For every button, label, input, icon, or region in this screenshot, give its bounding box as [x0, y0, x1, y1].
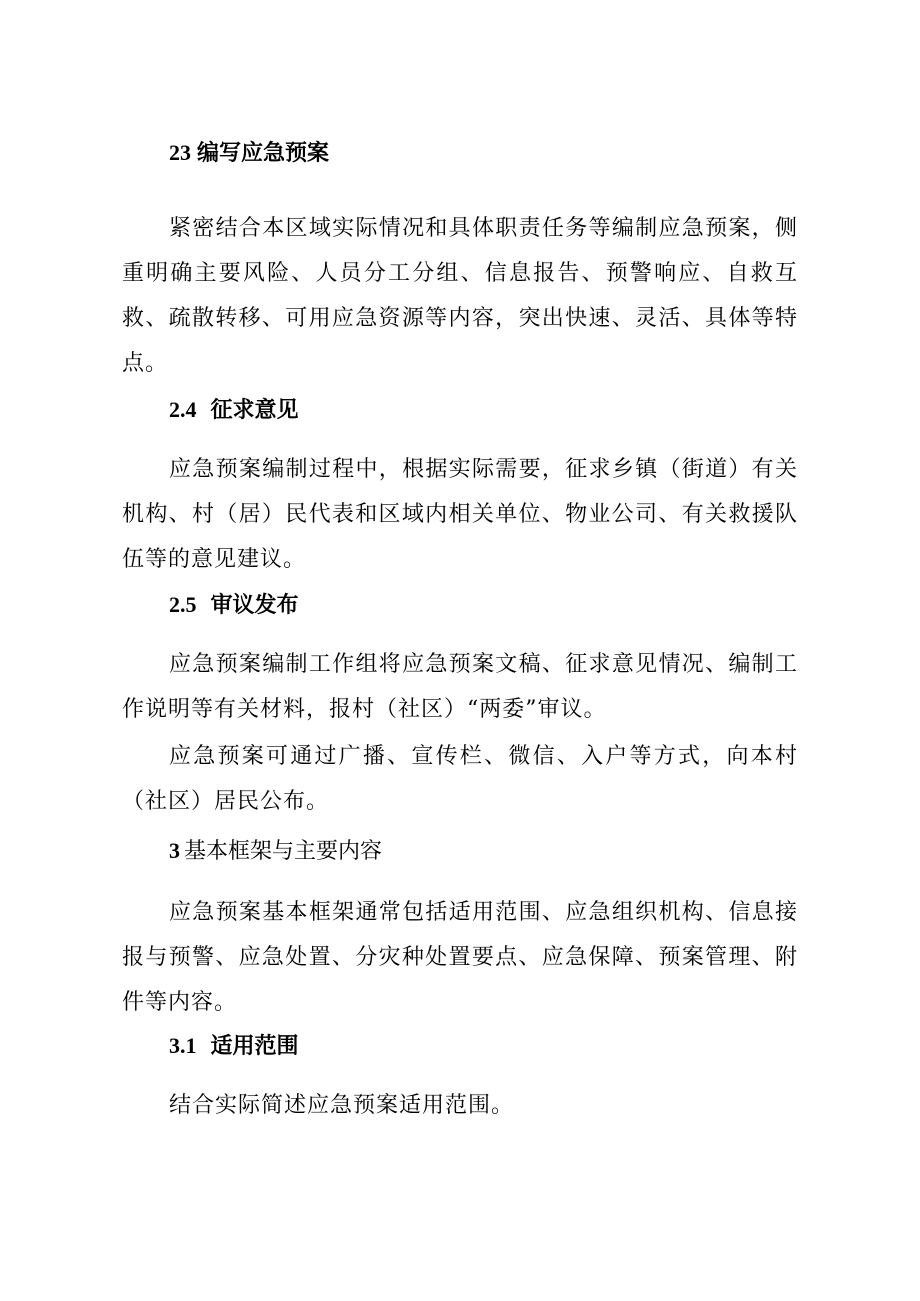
heading-number: 3 — [169, 838, 180, 863]
section-heading-3-1 — [122, 1031, 845, 1061]
paragraph: 应急预案编制工作组将应急预案文稿、征求意见情况、编制工作说明等有关材料，报村（社区）“两委”审议。 — [122, 652, 798, 722]
section-heading-2-4 — [122, 395, 845, 425]
heading-title: 审议发布 — [210, 592, 299, 618]
heading-title: 征求意见 — [210, 397, 299, 423]
heading-number: 3.1 — [169, 1033, 197, 1058]
section-heading-2-5 — [122, 590, 845, 620]
paragraph: 应急预案可通过广播、宣传栏、微信、入户等方式，向本村（社区）居民公布。 — [122, 744, 798, 814]
heading-title: 基本框架与主要内容 — [184, 839, 383, 864]
heading-number: 2.5 — [169, 592, 197, 617]
paragraph: 紧密结合本区域实际情况和具体职责任务等编制应急预案，侧重明确主要风险、人员分工分组、信息报告、预警响应、自救互救、疏散转移、可用应急资源等内容，突出快速、灵活、具体等特点。 — [122, 216, 798, 376]
paragraph: 结合实际简述应急预案适用范围。 — [169, 1093, 515, 1118]
heading-number: 23 — [169, 140, 191, 165]
paragraph: 应急预案编制过程中，根据实际需要，征求乡镇（街道）有关机构、村（居）民代表和区域内相关单位、物业公司、有关救援队伍等的意见建议。 — [122, 457, 798, 572]
heading-title: 编写应急预案 — [197, 140, 330, 166]
section-heading-3 — [122, 836, 845, 867]
heading-number: 2.4 — [169, 397, 197, 422]
heading-title: 适用范围 — [210, 1033, 299, 1059]
paragraph: 应急预案基本框架通常包括适用范围、应急组织机构、信息接报与预警、应急处置、分灾种处置要点、应急保障、预案管理、附件等内容。 — [122, 900, 798, 1015]
section-heading-2-3 — [122, 138, 845, 168]
